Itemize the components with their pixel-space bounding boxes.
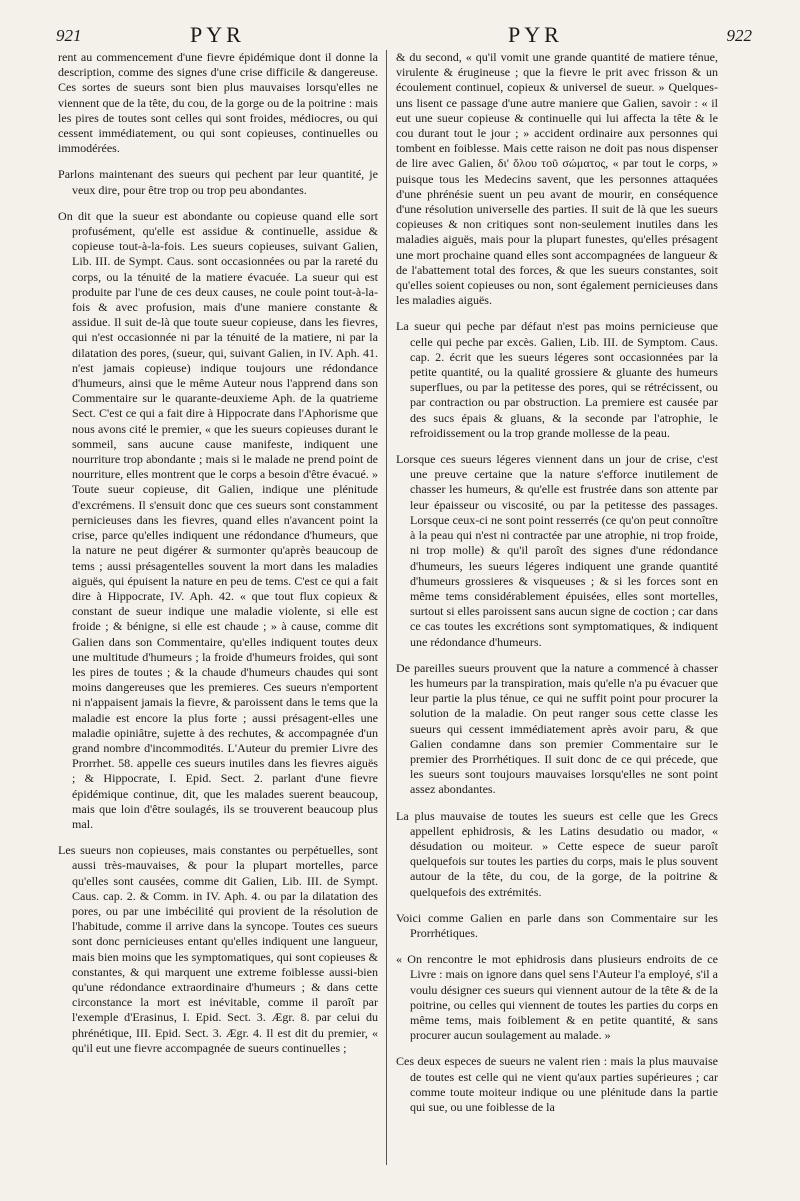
paragraph: Ces deux especes de sueurs ne valent rien : mais la plus mauvaise de toutes est celle qui ne vient qu'aux parties supérieures ; car comme toute moiteur indique ou une plénitude dans la partie qui sue, ou une foiblesse de la bbox=[396, 1054, 718, 1114]
column-divider bbox=[386, 50, 387, 1165]
page-number-right: 922 bbox=[726, 26, 752, 45]
paragraph: Lorsque ces sueurs légeres viennent dans un jour de crise, c'est une preuve certaine que la nature s'efforce inutilement de chasser les humeurs, & qu'elle est frustrée dans son attente par leur épaisseur ou viscosité, ou par la petitesse des passages. Lorsque ceux-ci ne sont point resserrés (ce qu'on peut connoître à la peau qui n'est ni contractée par une atrophie, ni trop froide, ni trop molle) & qu'il paroît des signes d'une rédondance d'humeurs, les sueurs légeres indiquent une grande quantité d'humeurs grossieres & visqueuses ; & si les forces sont en même tems considérablement épuisées, elles sont mortelles, surtout si elles paroissent sans aucun signe de coction ; car dans ce cas toutes les excrétions sont symptomatiques, & indiquent une rédondance d'humeurs. bbox=[396, 452, 718, 649]
running-head-left: PYR bbox=[190, 22, 245, 47]
paragraph: Voici comme Galien en parle dans son Commentaire sur les Prorrhétiques. bbox=[396, 910, 718, 940]
page-number-left: 921 bbox=[56, 26, 82, 45]
paragraph: Les sueurs non copieuses, mais constantes ou perpétuelles, sont aussi très-mauvaises, & pour la plupart mortelles, parce qu'elles sont causées, comme dit Galien, Lib. III. de Sympt. Caus. cap. 2. & Comm. in IV. Aph. 4. ou par la dilatation des pores, ou par une imbécilité qui provient de la résolution de l'habitude, comme il arrive dans la syncope. Toutes ces sueurs sont donc pernicieuses entant qu'elles indiquent une langueur, mais bien moins que les symptomatiques, qui sont copieuses & constantes, & qui marquent une extreme foiblesse aussi-bien qu'une rédondance extraordinaire d'humeurs ; & dans cette circonstance la mort est inévitable, comme il paroît par l'exemple d'Erasinus, I. Epid. Sect. 3. Ægr. 8. par celui du phrénétique, III. Epid. Sect. 3. Ægr. 4. Il est dit du premier, « qu'il eut une fievre accompagnée de sueurs continuelles ; bbox=[58, 843, 378, 1055]
quotation: « On rencontre le mot ephidrosis dans plusieurs endroits de ce Livre : mais on ignore dans quel sens l'Auteur l'a employé, s'il a voulu désigner ces sueurs qui viennent autour de la tête & de la poitrine, ou celles qui viennent de toutes les parties du corps en même tems, mais foiblement & en petite quantité, & sans procurer aucun soulagement au malade. » bbox=[396, 952, 718, 1043]
paragraph: On dit que la sueur est abondante ou copieuse quand elle sort profusément, qu'elle est assidue & continuelle, assidue & copieuse tout-à-la-fois. Les sueurs copieuses, suivant Galien, Lib. III. de Sympt. Caus. sont occasionnées ou par la rareté du corps, ou la ténuité de la matiere évacuée. La sueur qui est produite par l'une de ces deux causes, ne coule point tout-à-la-fois & avec profusion, mais d'une maniere constante & assidue. Il suit de-là que toute sueur copieuse, dans les fievres, qui n'est occasionnée ni par la ténuité de la matiere, ni par la dilatation des pores, (sueur, qui, suivant Galien, in IV. Aph. 41. n'est jamais copieuse) indique toujours une rédondance d'humeurs, ainsi que le même Auteur nous l'apprend dans son Commentaire sur le quarante-deuxieme Aph. de la quatrieme Sect. C'est ce qui a fait dire à Hippocrate dans l'Aphorisme que nous avons cité le premier, « que les sueurs copieuses durant le sommeil, sans aucune cause manifeste, indiquent une nourriture trop abondante ; mais si le malade ne prend point de nourriture, elles montrent que le corps a besoin d'être évacué. » Toute sueur copieuse, dit Galien, indique une plénitude d'excrémens. Il s'ensuit donc que ces sueurs sont constamment pernicieuses dans les fievres, quand elles n'avancent point la crise, parce qu'elles indiquent une rédondance d'humeurs, que la nature ne peut digérer & surmonter qu'après beaucoup de tems ; aussi présagentelles souvent la mort dans les maladies aiguës, qui épuisent la nature en peu de tems. C'est ce qui a fait dire à Hippocrate, IV. Aph. 42. « que tout flux copieux & constant de sueur indique une maladie violente, si elle est froide ; & bénigne, si elle est chaude ; » à cause, comme dit Galien dans son Commentaire, qu'elles indiquent toutes deux une multitude d'humeurs ; la froide d'humeurs froides, qui sont les pires de toutes ; & la chaude d'humeurs chaudes qui sont moins dangereuses que les premieres. Ces sueurs n'emportent ni n'appaisent jamais la fievre, & paroissent dans le tems que la maladie est encore la plus forte ; aussi présagent-elles une maladie opiniâtre, sujette à des rechutes, & accompagnée d'un grand nombre d'incommodités. L'Auteur du premier Livre des Prorrhet. 58. appelle ces sueurs inutiles dans les fievres aiguës ; & Hippocrate, I. Epid. Sect. 2. parlant d'une fievre épidémique continue, dit, que les malades suerent beaucoup, mais que loin d'être soulagés, ils se trouverent beaucoup plus mal. bbox=[58, 208, 378, 831]
paragraph: La plus mauvaise de toutes les sueurs est celle que les Grecs appellent ephidrosis, & les Latins desudatio ou mador, « désudation ou moiteur. » Cette espece de sueur paroît quelquefois sur toutes les parties du corps, mais le plus souvent autour de la tête, du cou, de la gorge, de la poitrine & quelquefois des extrémités. bbox=[396, 808, 718, 899]
paragraph: De pareilles sueurs prouvent que la nature a commencé à chasser les humeurs par la transpiration, mais qu'elle n'a pu évacuer que leur partie la plus ténue, ce qui ne suffit point pour procurer la solution de la maladie. On peut ranger sous cette classe les sueurs qui cessent immédiatement après avoir paru, & que Galien condamne dans son premier Commentaire sur le premier des Prorrhétiques. Il suit donc de ce qui précede, que les sueurs sont toujours mauvaises lorsqu'elles ne sont point assez abondantes. bbox=[396, 660, 718, 797]
page-header bbox=[0, 20, 800, 50]
paragraph: & du second, « qu'il vomit une grande quantité de matiere ténue, virulente & érugineuse ; que la fievre le prit avec frisson & un écoulement continuel, copieux & universel de sueur. » Quelques-uns lisent ce passage d'une autre maniere que Galien, savoir : « il eut une sueur copieuse & continuelle qui lui affecta la tête & le cou durant tout le jour ; » accident ordinaire aux personnes qui tombent en foiblesse. Mais cette raison ne doit pas nous dispenser de lire avec Galien, δι' ὅλου τοῦ σώματος, « par tout le corps, » puisque tous les Medecins savent, que les personnes attaquées d'une phrénésie suent un peu avant de mourir, en conséquence d'une résolution universelle des parties. Il suit de là que les sueurs copieuses & non critiques sont non-seulement inutiles dans les maladies aiguës, mais pour la plupart funestes, qu'elles présagent une mort prochaine quand elles sont accompagnées de langueur & de l'abattement total des forces, & que les sueurs constantes, soit qu'elles soient copieuses ou non, sont également pernicieuses dans les maladies aiguës. bbox=[396, 50, 718, 308]
left-column bbox=[58, 50, 378, 1190]
running-head-right: PYR bbox=[508, 22, 563, 47]
paragraph: La sueur qui peche par défaut n'est pas moins pernicieuse que celle qui peche par excès. Galien, Lib. III. de Symptom. Caus. cap. 2. écrit que les sueurs légeres sont occasionnées par la petite quantité, ou la qualité grossiere & gluante des humeurs superflues, ou par la petitesse des pores, qui se rétrécissent, ou par contraction ou par obstruction. La premiere est causée par des sucs épais & gluans, & la seconde par l'atrophie, le refroidissement ou la trop grande mollesse de la peau. bbox=[396, 319, 718, 440]
paragraph: rent au commencement d'une fievre épidémique dont il donne la description, comme des signes d'une crise difficile & dangereuse. Ces sortes de sueurs sont bien plus mauvaises lorsqu'elles ne viennent que de la tête, du cou, de la gorge ou de la poitrine : mais les pires de toutes sont celles qui sont froides, médiocres, ou qui cessent immédiatement, ou qui sont copieuses, continuelles ou immodérées. bbox=[58, 50, 378, 156]
paragraph: Parlons maintenant des sueurs qui pechent par leur quantité, je veux dire, pour être trop ou trop peu abondantes. bbox=[58, 167, 378, 197]
right-column bbox=[396, 50, 718, 1190]
